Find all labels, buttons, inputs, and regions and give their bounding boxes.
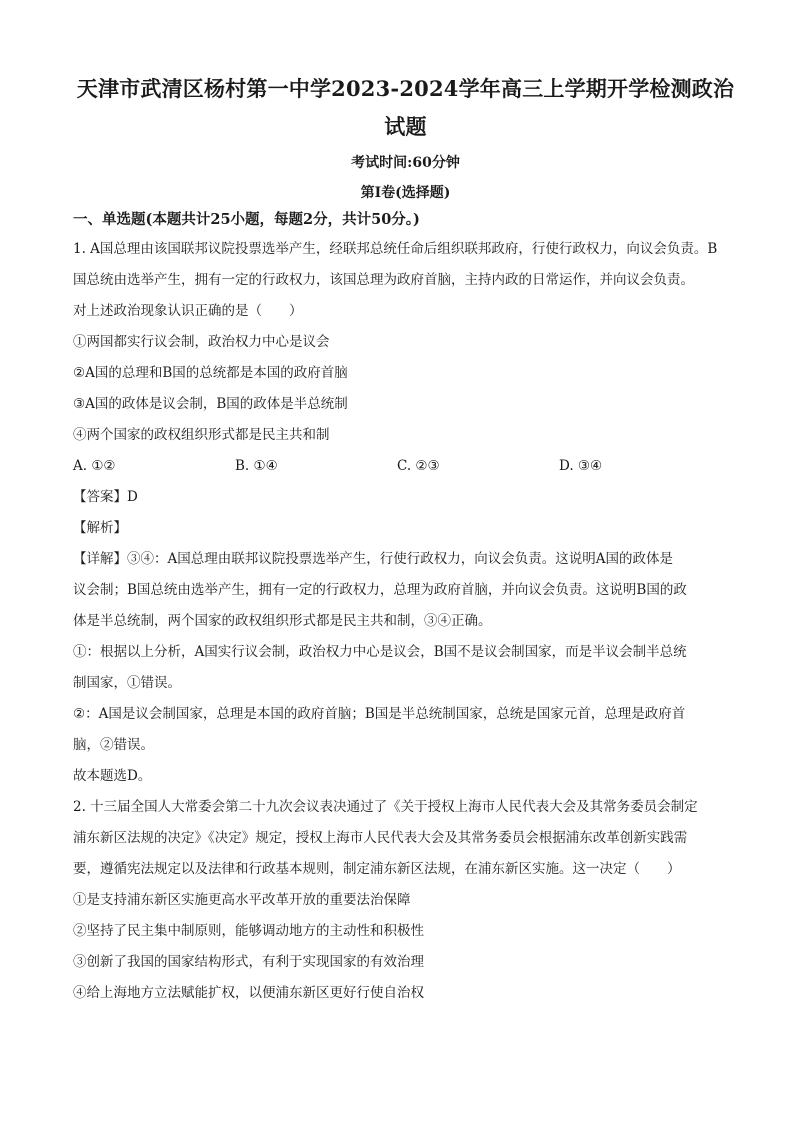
analysis-label: 【解析】 <box>73 520 127 536</box>
conclusion-line: 故本题选D。 <box>73 768 152 784</box>
statement-4: ④给上海地方立法赋能扩权，以便浦东新区更好行使自治权 <box>73 985 424 1001</box>
option-c: C. ②③ <box>397 458 440 474</box>
question-stem-line: 国总统由选举产生，拥有一定的行政权力，该国总理为政府首脑，主持内政的日常运作，并向议会负责。 <box>73 272 694 288</box>
answer-options <box>73 451 738 482</box>
option-b: B. ①④ <box>235 458 278 474</box>
detail-line: ②：A国是议会制国家，总理是本国的政府首脑；B国是半总统制国家，总统是国家元首，总理是政府首 <box>73 706 686 722</box>
question-stem-line: 要，遵循宪法规定以及法律和行政基本规则，制定浦东新区法规，在浦东新区实施。这一决定（ ） <box>73 861 681 877</box>
statement-2: ②A国的总理和B国的总统都是本国的政府首脑 <box>73 365 348 381</box>
statement-1: ①是支持浦东新区实施更高水平改革开放的重要法治保障 <box>73 892 411 908</box>
exam-time: 考试时间:60分钟 <box>351 155 460 171</box>
question-1 <box>73 234 738 792</box>
question-2 <box>73 792 738 1009</box>
statement-3: ③创新了我国的国家结构形式，有利于实现国家的有效治理 <box>73 954 424 970</box>
option-a: A. ①② <box>73 458 116 474</box>
question-stem-line: 1. A国总理由该国联邦议院投票选举产生，经联邦总统任命后组织联邦政府，行使行政权力，向议会负责。B <box>73 241 718 257</box>
question-stem-line: 对上述政治现象认识正确的是（ ） <box>73 303 303 319</box>
detail-line: 【详解】③④：A国总理由联邦议院投票选举产生，行使行政权力，向议会负责。这说明A国的政体是 <box>73 551 673 567</box>
detail-line: 制国家，①错误。 <box>73 675 181 691</box>
title-line-1: 天津市武清区杨村第一中学2023-2024学年高三上学期开学检测政治 <box>76 76 735 101</box>
detail-line: 体是半总统制，两个国家的政权组织形式都是民主共和制，③④正确。 <box>73 613 492 629</box>
statement-4: ④两个国家的政权组织形式都是民主共和制 <box>73 427 330 443</box>
statement-3: ③A国的政体是议会制，B国的政体是半总统制 <box>73 396 348 412</box>
statement-2: ②坚持了民主集中制原则，能够调动地方的主动性和积极性 <box>73 923 424 939</box>
question-stem-line: 2. 十三届全国人大常委会第二十九次会议表决通过了《关于授权上海市人民代表大会及其常务委员会制定 <box>73 799 698 815</box>
answer-line: 【答案】D <box>73 489 138 505</box>
statement-1: ①两国都实行议会制，政治权力中心是议会 <box>73 334 330 350</box>
detail-line: 脑，②错误。 <box>73 737 154 753</box>
document-title <box>73 70 738 146</box>
detail-line: 议会制；B国总统由选举产生，拥有一定的行政权力，总理为政府首脑，并向议会负责。这说明B国的政 <box>73 582 687 598</box>
question-stem-line: 浦东新区法规的决定》《决定》规定，授权上海市人民代表大会及其常务委员会根据浦东改革创新实践需 <box>73 830 688 846</box>
title-line-2: 试题 <box>384 114 427 139</box>
volume-label: 第I卷(选择题) <box>360 185 451 201</box>
section-heading: 一、单选题(本题共计25小题，每题2分，共计50分。) <box>73 211 420 228</box>
detail-line: ①：根据以上分析，A国实行议会制，政治权力中心是议会，B国不是议会制国家，而是半议会制半总统 <box>73 644 687 660</box>
option-d: D. ③④ <box>559 458 603 474</box>
